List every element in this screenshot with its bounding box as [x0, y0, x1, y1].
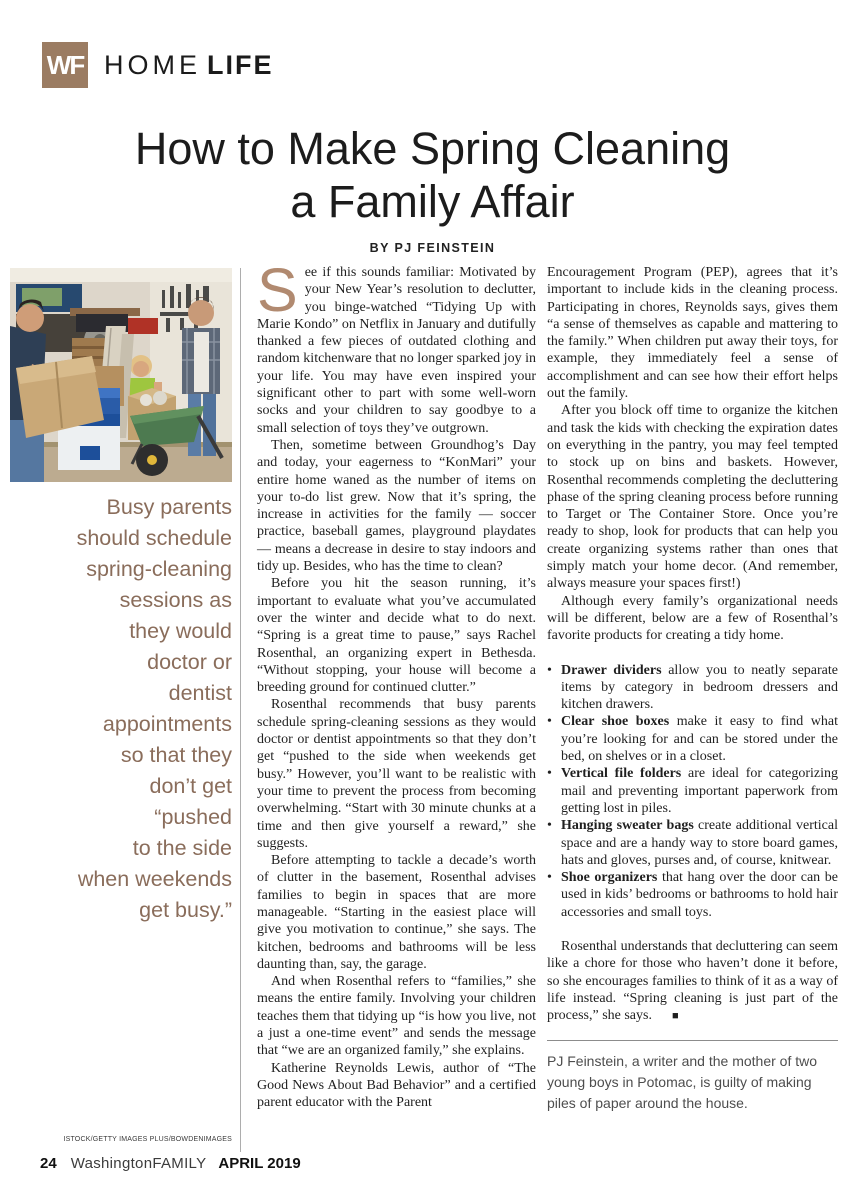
magazine-name: WashingtonFAMILY: [70, 1155, 207, 1172]
article-column-2: [547, 264, 838, 1114]
article-paragraph: Rosenthal understands that decluttering can seem like a chore for those who haven’t done it before, so she encourages families to think of it as a way of life instead. “Spring cleaning is just part of the process,” she says. ■: [547, 938, 838, 1024]
pull-quote-line: don’t get: [149, 774, 232, 798]
page-number: 24: [40, 1155, 57, 1172]
bullet-item: • Vertical file folders are ideal for categorizing mail and preventing important paperwork from getting lost in piles.: [547, 765, 838, 817]
bullet-item: • Drawer dividers allow you to neatly separate items by category in bedroom dressers and kitchen drawers.: [547, 662, 838, 714]
end-of-article-mark: ■: [671, 1010, 679, 1023]
pull-quote-line: so that they: [120, 743, 232, 767]
section-word-life: LIFE: [207, 49, 274, 80]
masthead: [42, 42, 274, 88]
title-block: [0, 122, 865, 255]
page-footer: [40, 1155, 301, 1172]
bio-divider: [547, 1040, 838, 1041]
pull-quote-line: they would: [129, 619, 232, 643]
column-rule: [240, 268, 241, 1152]
article-title-line1: How to Make Spring Cleaning: [134, 123, 731, 174]
pull-quote-line: sessions as: [119, 588, 232, 612]
pull-quote-line: dentist: [168, 681, 232, 705]
issue-date: APRIL 2019: [218, 1155, 301, 1172]
photo-credit: ISTOCK/GETTY IMAGES PLUS/BOWDENIMAGES: [63, 1136, 232, 1143]
pull-quote: [6, 492, 232, 926]
article-paragraph: Although every family’s organizational needs will be different, below are a few of Rosenthal’s favorite products for creating a tidy home.: [547, 593, 838, 644]
article-paragraph: Before attempting to tackle a decade’s worth of clutter in the basement, Rosenthal advises families to begin in spaces that are more manageable. “Starting in the easiest place will give you motivation to continue,” she says. The kitchen, bedrooms and bathrooms will be less daunting than, say, the garage.: [257, 853, 536, 972]
article-paragraph: See if this sounds familiar: Motivated by your New Year’s resolution to declutter, you binge-watched “Tidying Up with Marie Kondo” on Netflix in January and dutifully thanked a few pieces of outdated clothing and random kitchenware that no longer sparked joy in your life. You may have even inspired your significant other to part with some well-worn socks and your children to say goodbye to a small selection of toys they’ve outgrown.: [257, 256, 536, 436]
article-paragraph: Before you hit the season running, it’s important to evaluate what you’ve accumulated over the winter and decide what to do next. “Spring is a great time to pause,” says Rachel Rosenthal, an organizing expert in Bethesda. “Without stopping, your house will become a breeding ground for continued clutter.”: [257, 576, 536, 696]
wf-logo: [42, 42, 88, 88]
pull-quote-line: should schedule: [76, 526, 232, 550]
author-bio: PJ Feinstein, a writer and the mother of two young boys in Potomac, is guilty of making piles of paper around the house.: [547, 1053, 818, 1112]
garage-photo-illustration: [10, 268, 232, 482]
article-paragraph: Then, sometime between Groundhog’s Day and today, your eagerness to “KonMari” your entire home waned as the number of items on your to-do list grew. Now that it’s spring, the increase in activities for the family — soccer practice, baseball games, playground playdates — means a decrease in desire to stay indoors and tidy up. Besides, who has the time to clean?: [257, 437, 536, 575]
bullet-item: • Hanging sweater bags create additional vertical space and are a handy way to store board games, hats and gloves, purses and, of course, knitwear.: [547, 817, 838, 869]
pull-quote-line: “pushed: [154, 805, 232, 829]
bullet-list: [547, 662, 838, 921]
pull-quote-line: get busy.”: [139, 898, 232, 922]
bullet-item: • Clear shoe boxes make it easy to find what you’re looking for and can be stored under the bed, on shelves or in a closet.: [547, 713, 838, 765]
article-paragraph: Rosenthal recommends that busy parents schedule spring-cleaning sessions as they would doctor or dentist appointments so that they don’t get “pushed to the side when weekends get busy.” However, you’ll want to be realistic with your time to prevent the process from becoming overwhelming. “Start with 30 minute chunks at a time and then give yourself a reward,” she suggests.: [257, 697, 536, 851]
drop-cap: S: [257, 256, 298, 324]
bullet-item: • Shoe organizers that hang over the door can be used in kids’ bedrooms or bathrooms to hold hair accessories and small toys.: [547, 869, 838, 921]
garage-photo: [10, 268, 232, 482]
article-title-line2: a Family Affair: [290, 176, 575, 227]
byline: BY PJ FEINSTEIN: [369, 241, 496, 255]
article-paragraph: And when Rosenthal refers to “families,” she means the entire family. Involving your children teaches them that tidying up “is how you live, not a just a one-time event” and sends the message that “we are an organized family,” she explains.: [257, 974, 536, 1059]
pull-quote-line: spring-cleaning: [86, 557, 232, 581]
article-paragraph: After you block off time to organize the kitchen and task the kids with checking the expiration dates on everything in the pantry, you may feel tempted to stock up on bins and baskets. However, Rosenthal recommends completing the decluttering phase of the spring cleaning process before running to Target or The Container Store. Once you’re ready to shop, look for products that can help you create organizing systems rather than ones that simply match your home decor. (And remember, always measure your spaces first!): [547, 403, 838, 592]
pull-quote-line: doctor or: [147, 650, 232, 674]
pull-quote-line: appointments: [102, 712, 232, 736]
article-paragraph: Katherine Reynolds Lewis, author of “The Good News About Bad Behavior” and a certified parent educator with the Parent: [257, 1060, 536, 1111]
pull-quote-line: when weekends: [77, 867, 232, 891]
pull-quote-line: to the side: [132, 836, 232, 860]
wf-logo-text: WF: [46, 49, 84, 80]
pull-quote-line: Busy parents: [106, 495, 232, 519]
section-word-home: HOME: [104, 49, 201, 80]
article-column-1: [257, 256, 536, 1112]
article-paragraph: Encouragement Program (PEP), agrees that it’s important to include kids in the cleaning process. Participating in chores, Reynolds says, gives them “a sense of themselves as capable and mattering to the family.” When children put away their toys, for example, they immediately feel a sense of accomplishment and can see how their effort helps out the family.: [547, 265, 838, 402]
section-title: [104, 50, 274, 81]
